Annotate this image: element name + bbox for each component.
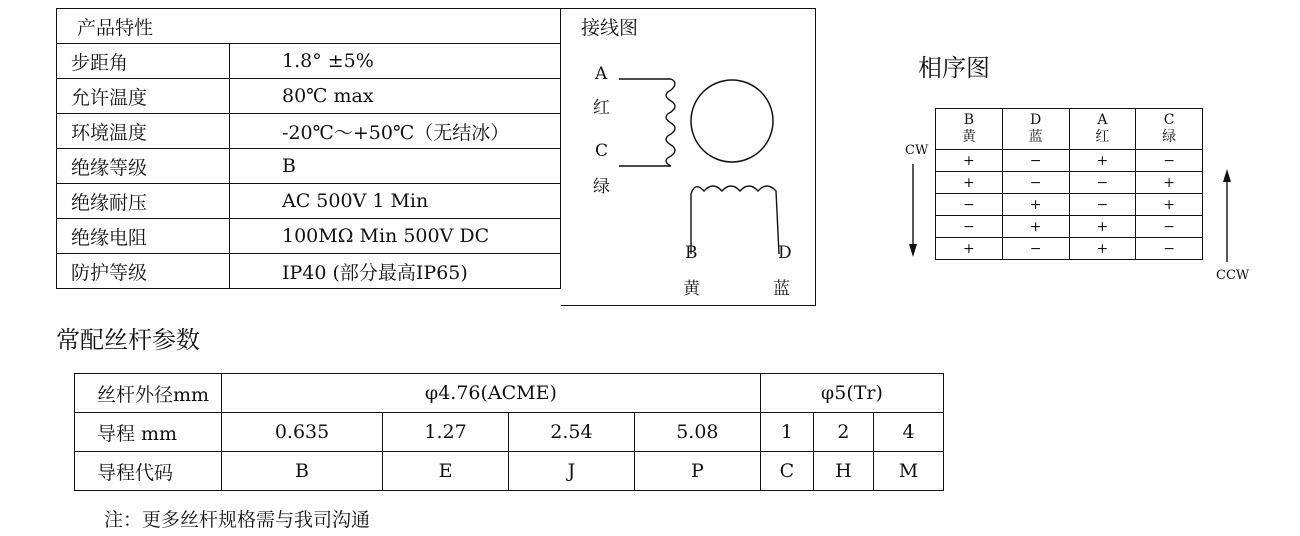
table-row <box>57 114 561 149</box>
table-row <box>936 172 1203 194</box>
code-cell: J <box>509 452 635 491</box>
phase-cell: − <box>1002 150 1069 172</box>
phase-cell: + <box>1069 216 1136 238</box>
table-row <box>936 216 1203 238</box>
property-value: -20℃～+50℃（无结冰） <box>230 114 561 149</box>
screw-title: 常配丝杆参数 <box>56 326 200 354</box>
wire-a-color: 红 <box>593 98 610 118</box>
wire-c-letter: C <box>595 141 609 161</box>
phase-cell: + <box>1069 238 1136 260</box>
code-cell: B <box>222 452 383 491</box>
property-value: AC 500V 1 Min <box>230 184 561 219</box>
wire-d-color: 蓝 <box>773 279 790 299</box>
phase-cell: − <box>936 216 1003 238</box>
row-label: 丝杆外径mm <box>75 374 222 413</box>
code-cell: P <box>634 452 760 491</box>
phase-cell: + <box>936 150 1003 172</box>
phase-cell: + <box>1069 150 1136 172</box>
table-row <box>57 9 561 44</box>
phase-cell: − <box>936 194 1003 216</box>
screw-parameters-table <box>74 373 944 491</box>
phase-cell: + <box>936 238 1003 260</box>
diameter-group: φ4.76(ACME) <box>222 374 761 413</box>
property-label: 绝缘等级 <box>57 149 230 184</box>
phase-header: C 绿 <box>1136 109 1203 150</box>
phase-cell: − <box>1136 150 1203 172</box>
ccw-label: CCW <box>1216 268 1250 283</box>
table-row <box>75 374 944 413</box>
lead-cell: 2 <box>813 413 873 452</box>
code-cell: C <box>760 452 813 491</box>
cw-label: CW <box>905 143 929 158</box>
phase-header: B 黄 <box>936 109 1003 150</box>
table-row <box>936 194 1203 216</box>
lead-cell: 4 <box>873 413 943 452</box>
lead-cell: 1 <box>760 413 813 452</box>
table-row <box>75 413 944 452</box>
row-label: 导程 mm <box>75 413 222 452</box>
lead-cell: 2.54 <box>509 413 635 452</box>
phase-header: A 红 <box>1069 109 1136 150</box>
property-value: B <box>230 149 561 184</box>
property-value: IP40 (部分最高IP65) <box>230 254 561 289</box>
phase-cell: + <box>1136 194 1203 216</box>
property-label: 绝缘电阻 <box>57 219 230 254</box>
diameter-group: φ5(Tr) <box>760 374 943 413</box>
code-cell: H <box>813 452 873 491</box>
phase-cell: − <box>1136 216 1203 238</box>
table-row <box>57 219 561 254</box>
table-row <box>75 452 944 491</box>
code-cell: M <box>873 452 943 491</box>
phase-cell: + <box>936 172 1003 194</box>
table-row <box>57 149 561 184</box>
code-cell: E <box>383 452 509 491</box>
table-row <box>57 44 561 79</box>
table-row <box>57 79 561 114</box>
product-properties-table <box>56 8 561 289</box>
wire-d-letter: D <box>778 243 792 263</box>
property-label: 防护等级 <box>57 254 230 289</box>
property-value: 1.8° ±5% <box>230 44 561 79</box>
footnote: 注：更多丝杆规格需与我司沟通 <box>104 509 371 531</box>
phase-cell: − <box>1136 238 1203 260</box>
property-label: 环境温度 <box>57 114 230 149</box>
sequence-title: 相序图 <box>918 54 990 82</box>
phase-sequence-table <box>935 108 1203 260</box>
table-row <box>936 150 1203 172</box>
lead-cell: 0.635 <box>222 413 383 452</box>
phase-cell: − <box>1069 172 1136 194</box>
phase-cell: − <box>1069 194 1136 216</box>
table-row <box>936 238 1203 260</box>
properties-header: 产品特性 <box>57 9 561 44</box>
phase-cell: + <box>1136 172 1203 194</box>
wiring-title: 接线图 <box>581 17 639 39</box>
cw-arrow-icon <box>905 160 921 260</box>
table-row <box>57 184 561 219</box>
wire-b-color: 黄 <box>683 279 700 299</box>
table-row <box>57 254 561 289</box>
ccw-arrow-icon <box>1219 166 1235 266</box>
property-label: 步距角 <box>57 44 230 79</box>
property-label: 绝缘耐压 <box>57 184 230 219</box>
phase-header: D 蓝 <box>1002 109 1069 150</box>
wire-c-color: 绿 <box>593 177 610 197</box>
wiring-diagram <box>561 8 816 306</box>
row-label: 导程代码 <box>75 452 222 491</box>
property-value: 80℃ max <box>230 79 561 114</box>
table-row <box>936 109 1203 150</box>
lead-cell: 1.27 <box>383 413 509 452</box>
property-value: 100MΩ Min 500V DC <box>230 219 561 254</box>
phase-cell: − <box>1002 172 1069 194</box>
wire-a-letter: A <box>595 64 608 84</box>
wire-b-letter: B <box>685 243 698 263</box>
phase-cell: − <box>1002 238 1069 260</box>
property-label: 允许温度 <box>57 79 230 114</box>
phase-cell: + <box>1002 194 1069 216</box>
phase-cell: + <box>1002 216 1069 238</box>
lead-cell: 5.08 <box>634 413 760 452</box>
